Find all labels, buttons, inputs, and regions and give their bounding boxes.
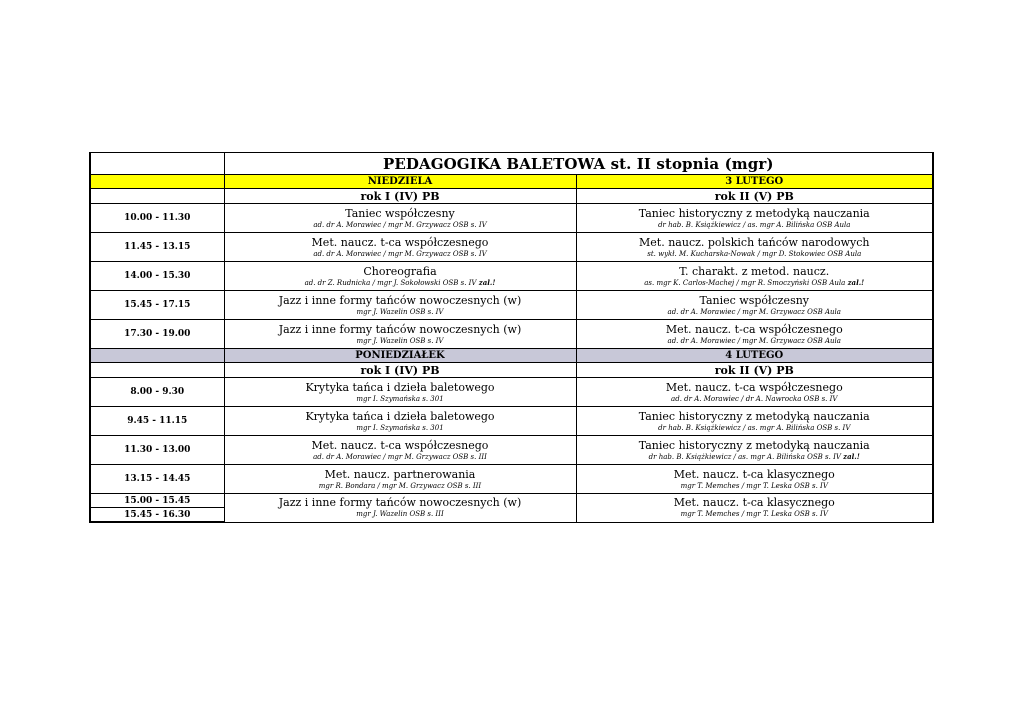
time-slot: 15.45 - 17.15 (90, 291, 224, 320)
course-name: Choreografia (363, 264, 437, 278)
day-name: NIEDZIELA (224, 175, 576, 189)
class-cell-year-b (576, 204, 933, 233)
year-header-row (90, 189, 933, 204)
course-name: Met. naucz. t-ca klasycznego (673, 467, 835, 481)
class-cell-year-b (576, 291, 933, 320)
teacher-room: ad. dr A. Morawiec / mgr M. Grzywacz OSB Aula (667, 307, 841, 316)
course-name: Met. naucz. polskich tańców narodowych (639, 235, 870, 249)
course-teacher (577, 220, 933, 230)
time-slot: 17.30 - 19.00 (90, 320, 224, 349)
course-teacher (577, 307, 933, 317)
table-row (90, 378, 933, 407)
day-date: 3 LUTEGO (576, 175, 933, 189)
year-group-a: rok I (IV) PB (224, 363, 576, 378)
course-teacher (577, 278, 933, 288)
year-group-a: rok I (IV) PB (224, 189, 576, 204)
course-teacher (225, 220, 576, 230)
table-row (90, 262, 933, 291)
day-spacer (90, 349, 224, 363)
table-row (90, 233, 933, 262)
time-slot: 14.00 - 15.30 (90, 262, 224, 291)
teacher-room: dr hab. B. Książkiewicz / as. mgr A. Bilińska OSB s. IV (658, 423, 851, 432)
class-cell-year-b (576, 436, 933, 465)
class-cell-year-a (224, 494, 576, 523)
course-name: Krytyka tańca i dzieła baletowego (305, 409, 495, 423)
course-teacher (577, 509, 933, 519)
course-name: Met. naucz. t-ca współczesnego (311, 235, 489, 249)
table-row (90, 436, 933, 465)
class-cell-year-a (224, 436, 576, 465)
teacher-room: as. mgr K. Carlos-Machej / mgr R. Smoczyński OSB Aula (644, 278, 846, 287)
course-teacher (225, 249, 576, 259)
course-name: Jazz i inne formy tańców nowoczesnych (w) (278, 322, 522, 336)
class-cell-year-b (576, 233, 933, 262)
schedule-table (89, 152, 934, 523)
year-header-row (90, 363, 933, 378)
teacher-room: mgr J. Wazelin OSB s. IV (356, 336, 444, 345)
time-slot: 13.15 - 14.45 (90, 465, 224, 494)
day-spacer (90, 175, 224, 189)
teacher-room: ad. dr A. Morawiec / mgr M. Grzywacz OSB s. IV (313, 249, 487, 258)
class-cell-year-a (224, 233, 576, 262)
class-cell-year-a (224, 320, 576, 349)
course-teacher (577, 336, 933, 346)
course-name: Met. naucz. t-ca klasycznego (673, 496, 835, 510)
course-name: Met. naucz. t-ca współczesnego (665, 380, 843, 394)
teacher-room: ad. dr A. Morawiec / dr A. Nawrocka OSB s. IV (671, 394, 838, 403)
teacher-room: ad. dr A. Morawiec / mgr M. Grzywacz OSB Aula (667, 336, 841, 345)
course-name: Met. naucz. t-ca współczesnego (311, 438, 489, 452)
class-cell-year-b (576, 407, 933, 436)
year-spacer (90, 189, 224, 204)
course-teacher (577, 423, 933, 433)
table-row (90, 291, 933, 320)
day-name: PONIEDZIAŁEK (224, 349, 576, 363)
credit-mark: zal.! (843, 451, 860, 461)
class-cell-year-a (224, 378, 576, 407)
table-row (90, 407, 933, 436)
course-teacher (577, 452, 933, 462)
course-teacher (225, 423, 576, 433)
teacher-room: mgr R. Bondara / mgr M. Grzywacz OSB s. III (318, 481, 482, 490)
class-cell-year-a (224, 291, 576, 320)
teacher-room: mgr T. Memches / mgr T. Leska OSB s. IV (680, 481, 828, 490)
teacher-room: mgr I. Szymańska s. 301 (356, 394, 444, 403)
day-header-row (90, 175, 933, 189)
course-name: Krytyka tańca i dzieła baletowego (305, 380, 495, 394)
course-teacher (225, 278, 576, 288)
course-teacher (225, 336, 576, 346)
time-slot: 15.45 - 16.30 (90, 508, 224, 523)
course-teacher (577, 481, 933, 491)
credit-mark: zal.! (478, 277, 496, 287)
teacher-room: dr hab. B. Książkiewicz / as. mgr A. Bilińska OSB s. IV (648, 452, 841, 461)
teacher-room: mgr T. Memches / mgr T. Leska OSB s. IV (680, 510, 828, 519)
course-name: Jazz i inne formy tańców nowoczesnych (w) (278, 293, 522, 307)
table-row (90, 494, 933, 508)
title-row (90, 153, 933, 175)
course-teacher (225, 394, 576, 404)
teacher-room: st. wykł. M. Kucharska-Nowak / mgr D. Stokowiec OSB Aula (647, 249, 862, 258)
class-cell-year-b (576, 320, 933, 349)
course-name: Taniec historyczny z metodyką nauczania (638, 206, 870, 220)
class-cell-year-a (224, 204, 576, 233)
time-slot: 11.30 - 13.00 (90, 436, 224, 465)
course-teacher (225, 509, 576, 519)
year-group-b: rok II (V) PB (576, 189, 933, 204)
time-slot: 11.45 - 13.15 (90, 233, 224, 262)
class-cell-year-a (224, 262, 576, 291)
course-name: Taniec historyczny z metodyką nauczania (638, 409, 870, 423)
credit-mark: zal.! (847, 277, 865, 287)
course-teacher (225, 481, 576, 491)
teacher-room: ad. dr A. Morawiec / mgr M. Grzywacz OSB s. IV (313, 220, 487, 229)
course-teacher (577, 394, 933, 404)
class-cell-year-b (576, 494, 933, 523)
day-header-row (90, 349, 933, 363)
title-corner-cell (90, 153, 224, 175)
time-slot: 10.00 - 11.30 (90, 204, 224, 233)
course-name: Met. naucz. t-ca współczesnego (665, 322, 843, 336)
course-name: Met. naucz. partnerowania (324, 467, 476, 481)
class-cell-year-b (576, 262, 933, 291)
class-cell-year-a (224, 465, 576, 494)
time-slot: 8.00 - 9.30 (90, 378, 224, 407)
class-cell-year-a (224, 407, 576, 436)
table-row (90, 320, 933, 349)
teacher-room: dr hab. B. Książkiewicz / as. mgr A. Bilińska OSB Aula (658, 220, 851, 229)
page-title: PEDAGOGIKA BALETOWA st. II stopnia (mgr) (224, 153, 933, 175)
teacher-room: mgr J. Wazelin OSB s. III (356, 510, 444, 519)
course-teacher (225, 307, 576, 317)
year-group-b: rok II (V) PB (576, 363, 933, 378)
course-name: Taniec współczesny (699, 293, 810, 307)
teacher-room: ad. dr A. Morawiec / mgr M. Grzywacz OSB s. III (313, 452, 487, 461)
course-name: Taniec współczesny (345, 206, 455, 220)
teacher-room: mgr J. Wazelin OSB s. IV (356, 307, 444, 316)
time-slot: 15.00 - 15.45 (90, 494, 224, 508)
class-cell-year-b (576, 465, 933, 494)
time-slot: 9.45 - 11.15 (90, 407, 224, 436)
table-row (90, 465, 933, 494)
course-teacher (225, 452, 576, 462)
table-row (90, 204, 933, 233)
course-name: Jazz i inne formy tańców nowoczesnych (w) (278, 496, 522, 510)
teacher-room: mgr I. Szymańska s. 301 (356, 423, 444, 432)
course-name: Taniec historyczny z metodyką nauczania (638, 438, 870, 452)
teacher-room: ad. dr Z. Rudnicka / mgr J. Sokołowski OSB s. IV (304, 278, 477, 287)
year-spacer (90, 363, 224, 378)
class-cell-year-b (576, 378, 933, 407)
day-date: 4 LUTEGO (576, 349, 933, 363)
course-teacher (577, 249, 933, 259)
course-name: T. charakt. z metod. naucz. (679, 264, 830, 278)
